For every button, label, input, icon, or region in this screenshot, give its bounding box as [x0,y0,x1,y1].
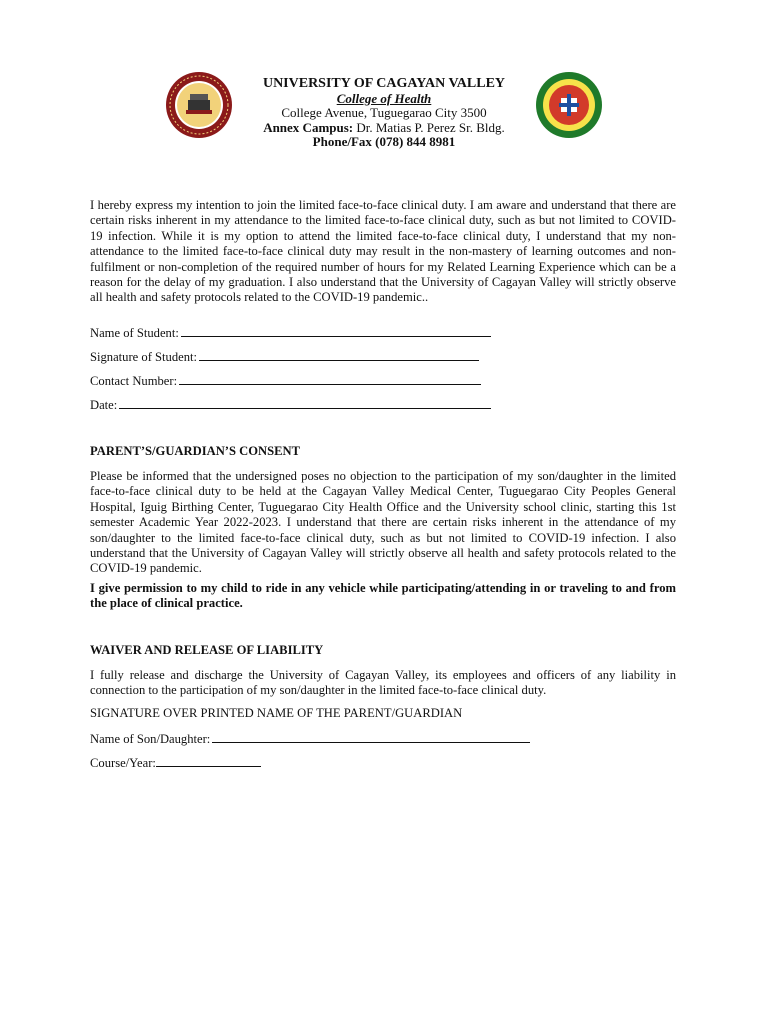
contact-number-label: Contact Number: [90,374,178,388]
university-name: UNIVERSITY OF CAGAYAN VALLEY [262,76,506,91]
waiver-paragraph: I fully release and discharge the University of Cagayan Valley, its employees and officers of any liability in connection to the participation of my son/daughter in the limited face-to-face clinical duty. [90,668,676,698]
consent-heading: PARENT’S/GUARDIAN’S CONSENT [90,444,301,458]
date-label: Date: [90,398,118,412]
consent-paragraph: Please be informed that the undersigned poses no objection to the participation of my son/daughter in the limited face-to-face clinical duty to be held at the Cagayan Valley Medical Center, Tuguegarao City Peoples General Hospital, Iguig Birthing Center, Tuguegarao City Health Office and the University school clinic, starting this 1st semester Academic Year 2022-2023. I understand that there are certain risks inherent in the attendance of my son/daughter to the limited face-to-face clinical duty, such as but not limited to COVID-19 infection. I also understand that the University of Cagayan Valley will strictly observe all health and safety protocols related to the COVID-19 pandemic. [90,469,676,576]
course-year-field[interactable] [90,755,261,771]
date-field[interactable] [90,397,491,413]
student-signature-field[interactable] [90,349,479,365]
son-daughter-name-line[interactable] [212,731,530,743]
student-name-label: Name of Student: [90,326,179,340]
course-year-line[interactable] [156,755,261,767]
contact-number-line[interactable] [179,373,481,385]
annex-campus [230,121,538,136]
son-daughter-name-field[interactable] [90,731,530,747]
address: College Avenue, Tuguegarao City 3500 [281,105,487,120]
annex-label: Annex Campus: [263,119,354,135]
date-line[interactable] [119,397,491,409]
college-name: College of Health [336,90,432,106]
parent-signature-caption: SIGNATURE OVER PRINTED NAME OF THE PARENT/GUARDIAN [90,706,463,720]
college-of-health-seal-logo [534,70,604,140]
university-seal-logo [164,70,234,140]
son-daughter-name-label: Name of Son/Daughter: [90,732,211,746]
phone-fax: Phone/Fax (078) 844 8981 [312,134,456,149]
annex-value: Dr. Matias P. Perez Sr. Bldg. [353,119,505,135]
letterhead [230,77,538,150]
intent-paragraph: I hereby express my intention to join the limited face-to-face clinical duty. I am aware and understand that there are certain risks inherent in my attendance to the limited face-to-face clinical duty, such as but not limited to COVID-19 infection. While it is my option to attend the limited face-to-face clinical duty, I understand that my non-attendance to the limited face-to-face clinical duty may result in the non-mastery of learning outcomes and non-fulfilment or non-completion of the required number of hours for my Related Learning Experience which can be a reason for the delay of my graduation. I also understand that the University of Cagayan Valley will strictly observe all health and safety protocols related to the COVID-19 pandemic.. [90,198,676,305]
course-year-label: Course/Year: [90,756,156,770]
student-name-field[interactable] [90,325,491,341]
contact-number-field[interactable] [90,373,481,389]
waiver-heading: WAIVER AND RELEASE OF LIABILITY [90,643,324,657]
student-name-line[interactable] [181,325,491,337]
student-signature-line[interactable] [199,349,479,361]
student-signature-label: Signature of Student: [90,350,198,364]
vehicle-permission: I give permission to my child to ride in any vehicle while participating/attending in or traveling to and from the place of clinical practice. [90,581,676,611]
